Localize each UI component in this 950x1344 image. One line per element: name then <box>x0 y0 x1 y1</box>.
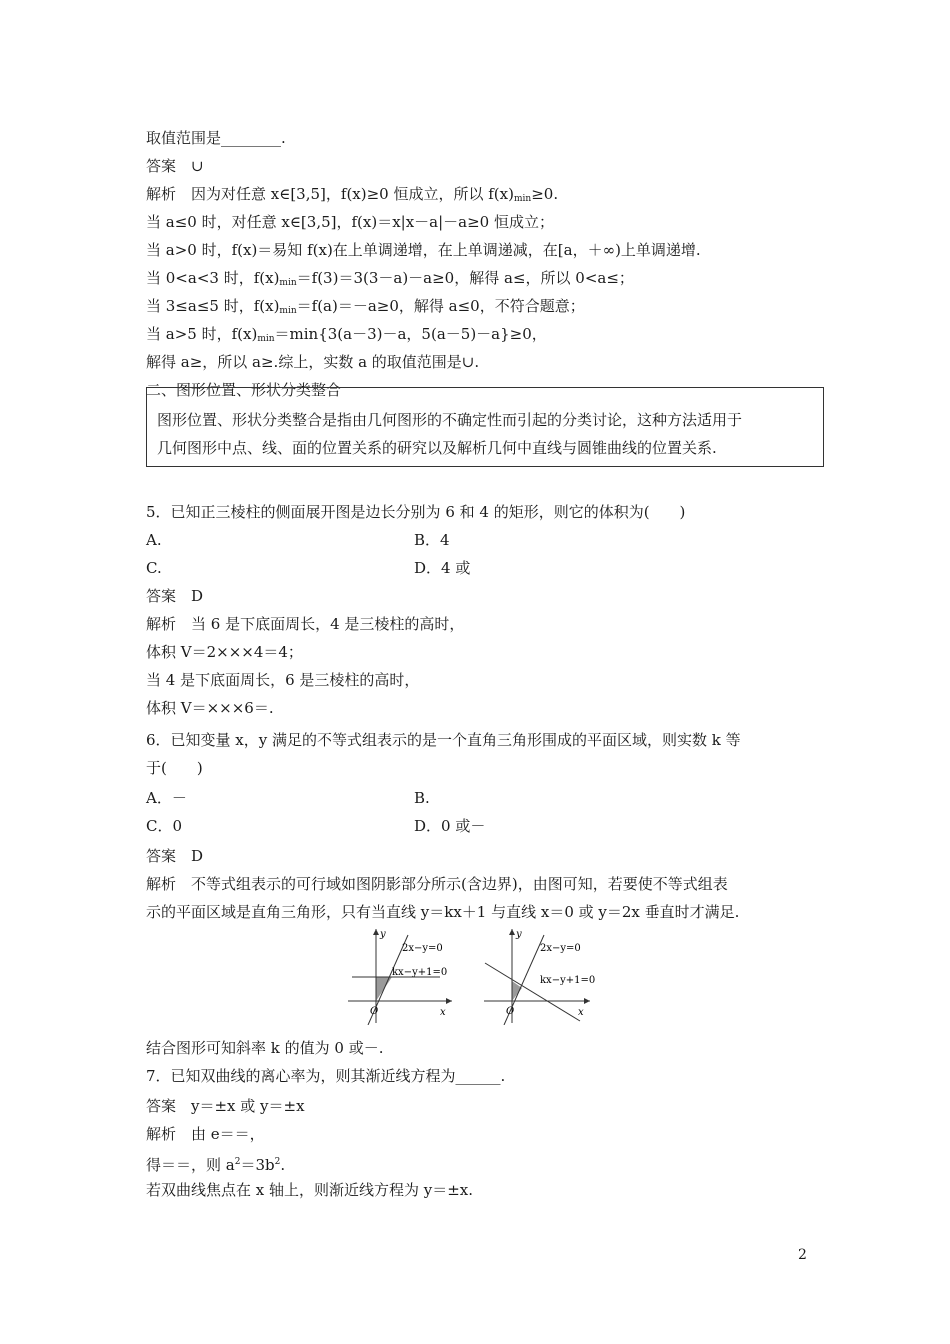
q5-options-ab <box>146 530 450 550</box>
q7: 7．已知双曲线的离心率为，则其渐近线方程为______. <box>146 1067 506 1085</box>
q6-options-ab <box>146 788 430 808</box>
q6-option-a: A．－ <box>146 789 187 807</box>
l5: 当 a>0 时，f(x)＝易知 f(x)在上单调递增，在上单调递减，在[a，＋∞)上单调递增. <box>146 241 701 259</box>
q5-sol-3: 当 4 是下底面周长，6 是三棱柱的高时， <box>146 671 420 689</box>
l9: 解得 a≥，所以 a≥.综上，实数 a 的取值范围是∪. <box>146 353 480 371</box>
left-line1-label: 2x−y=0 <box>402 943 443 954</box>
q5-option-c: C. <box>146 559 162 577</box>
q5-option-b: B．4 <box>414 531 450 549</box>
l8sub: min <box>257 334 275 344</box>
l3a: 解析 因为对任意 x∈[3,5]，f(x)≥0 恒成立，所以 f(x) <box>146 185 514 203</box>
q7-sol-2 <box>146 1152 285 1175</box>
q6-sol-3: 结合图形可知斜率 k 的值为 0 或－. <box>146 1039 384 1057</box>
q6-line-2: 于( ) <box>146 759 203 777</box>
figure-left <box>348 929 452 1025</box>
q7-answer: 答案 y＝±x 或 y＝±x <box>146 1097 305 1115</box>
right-line1-label: 2x−y=0 <box>540 943 581 954</box>
right-origin: O <box>506 1006 515 1017</box>
q5-options-cd <box>146 558 471 578</box>
l3 <box>146 184 558 209</box>
l7b: ＝f(a)＝－a≥0，解得 a≤0，不符合题意； <box>296 297 585 315</box>
q7s2a: 得＝＝，则 a <box>146 1156 235 1174</box>
figure-right <box>484 929 595 1025</box>
q5-option-d: D．4 或 <box>414 559 471 577</box>
q6-sol-1: 解析 不等式组表示的可行域如图阴影部分所示(含边界)，由图可知，若要使不等式组表 <box>146 875 728 893</box>
q5-sol-1: 解析 当 6 是下底面周长，4 是三棱柱的高时， <box>146 615 465 633</box>
l8b: ＝min{3(a－3)－a，5(a－5)－a}≥0， <box>274 325 547 343</box>
l4: 当 a≤0 时，对任意 x∈[3,5]，f(x)＝x|x－a|－a≥0 恒成立； <box>146 213 554 231</box>
l8a: 当 a>5 时，f(x) <box>146 325 258 343</box>
right-axis-x: x <box>578 1007 584 1018</box>
q7-sol-1: 解析 由 e＝＝， <box>146 1125 265 1143</box>
shaded-region-right <box>512 981 522 1001</box>
q7s2b: ＝3b <box>240 1156 275 1174</box>
page-number: 2 <box>798 1247 807 1263</box>
q7s2sup2: 2 <box>274 1157 281 1167</box>
q6-option-b: B. <box>414 789 430 807</box>
q6-option-c: C．0 <box>146 817 183 835</box>
left-origin: O <box>370 1006 379 1017</box>
l3b: ≥0. <box>531 185 559 203</box>
l1: 取值范围是________. <box>146 129 286 147</box>
q7s2sup1: 2 <box>234 1157 241 1167</box>
q5-sol-2: 体积 V＝2×××4＝4； <box>146 643 303 661</box>
q7s2c: . <box>280 1156 286 1174</box>
left-line2-label: kx−y+1=0 <box>392 967 448 978</box>
q5-answer: 答案 D <box>146 587 204 605</box>
q6-answer: 答案 D <box>146 847 204 865</box>
definition-box <box>146 387 824 467</box>
l7a: 当 3≤a≤5 时，f(x) <box>146 297 280 315</box>
l6sub: min <box>279 278 297 288</box>
q5-option-a: A. <box>146 531 162 549</box>
q6-option-d: D．0 或－ <box>414 817 486 835</box>
l2: 答案 ∪ <box>146 157 204 175</box>
left-axis-y: y <box>380 929 386 940</box>
l6a: 当 0<a<3 时，f(x) <box>146 269 280 287</box>
l6b: ＝f(3)＝3(3－a)－a≥0，解得 a≤，所以 0<a≤； <box>296 269 634 287</box>
q7-sol-3: 若双曲线焦点在 x 轴上，则渐近线方程为 y＝±x. <box>146 1181 474 1199</box>
l10: 二、图形位置、形状分类整合 <box>146 381 342 399</box>
q6-options-cd <box>146 816 486 836</box>
right-axis-y: y <box>516 929 522 940</box>
l6 <box>146 268 634 293</box>
l7sub: min <box>279 306 297 316</box>
box-line-2: 几何图形中点、线、面的位置关系的研究以及解析几何中直线与圆锥曲线的位置关系. <box>157 439 717 457</box>
q5-sol-4: 体积 V＝×××6＝. <box>146 699 274 717</box>
q5: 5．已知正三棱柱的侧面展开图是边长分别为 6 和 4 的矩形，则它的体积为( ) <box>146 503 686 521</box>
l8 <box>146 324 547 349</box>
right-line2-label: kx−y+1=0 <box>540 975 596 986</box>
l7 <box>146 296 585 321</box>
q6-sol-2: 示的平面区域是直角三角形，只有当直线 y＝kx＋1 与直线 x＝0 或 y＝2x 垂直时才满足. <box>146 903 740 921</box>
q6-line-1: 6．已知变量 x，y 满足的不等式组表示的是一个直角三角形围成的平面区域，则实数 k 等 <box>146 731 741 749</box>
box-line-1: 图形位置、形状分类整合是指由几何图形的不确定性而引起的分类讨论，这种方法适用于 <box>157 411 743 429</box>
left-axis-x: x <box>440 1007 446 1018</box>
l3sub: min <box>513 194 532 204</box>
feasible-region-figure <box>340 925 610 1025</box>
